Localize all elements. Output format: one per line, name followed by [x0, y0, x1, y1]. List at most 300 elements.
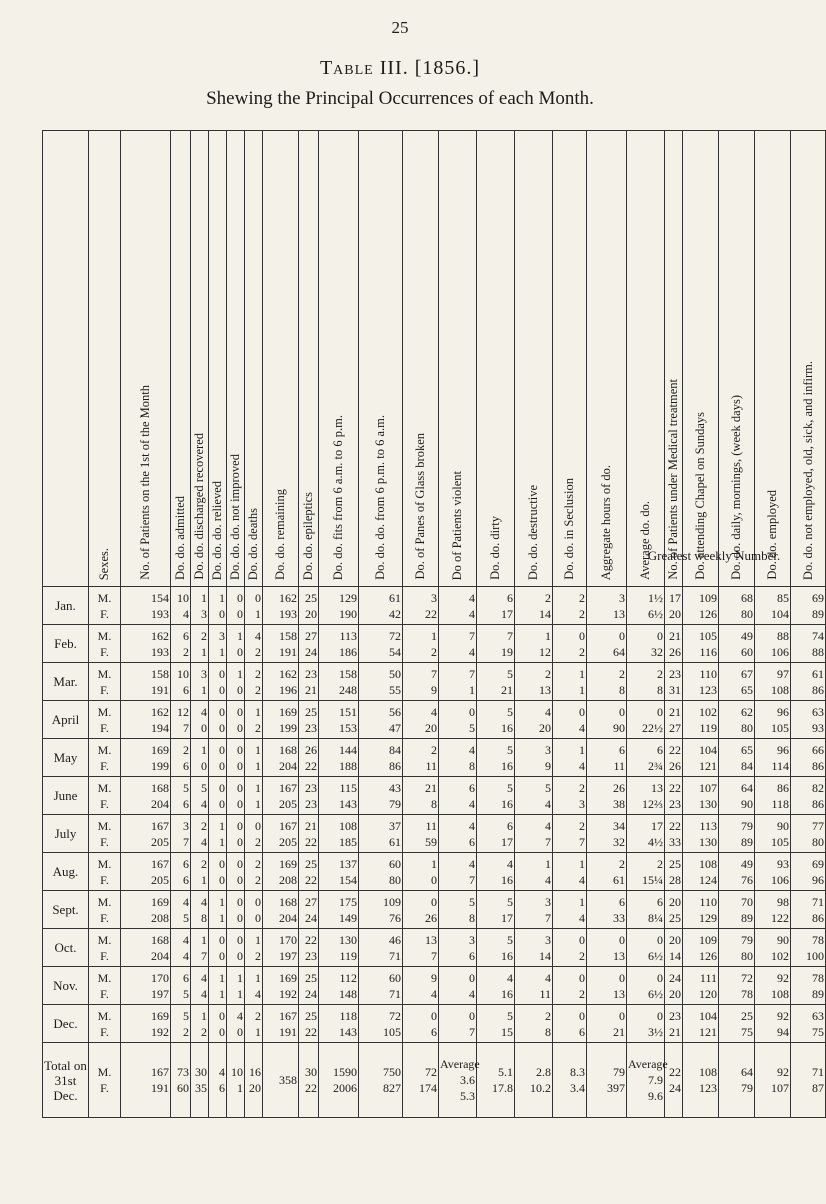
sex-label: M. F.	[89, 1005, 121, 1043]
value-cell: 0 0	[227, 587, 245, 625]
sex-label: M. F.	[89, 701, 121, 739]
value-cell: 65 84	[719, 739, 755, 777]
value-cell: 168 204	[121, 777, 171, 815]
value-cell: 71 86	[791, 891, 826, 929]
value-cell: 62 80	[719, 701, 755, 739]
value-cell: 3 14	[515, 929, 553, 967]
total-cell: 167 191	[121, 1043, 171, 1118]
value-cell: 2 2	[553, 587, 587, 625]
value-cell: 90 102	[755, 929, 791, 967]
header-chapel-daily: Do. do. daily, mornings, (week days)	[719, 131, 755, 587]
value-cell: 25 28	[665, 853, 683, 891]
value-cell: 96 114	[755, 739, 791, 777]
value-cell: 23 23	[299, 777, 319, 815]
total-cell: 73 60	[171, 1043, 191, 1118]
month-row	[43, 625, 826, 663]
value-cell: 0 64	[587, 625, 627, 663]
value-cell: 4 7	[515, 815, 553, 853]
sex-label: M. F.	[89, 853, 121, 891]
value-cell: 1 1	[227, 967, 245, 1005]
value-cell: 0 90	[587, 701, 627, 739]
value-cell: 6 33	[587, 891, 627, 929]
header-row	[43, 131, 826, 587]
value-cell: 49 76	[719, 853, 755, 891]
value-cell: 10 4	[171, 587, 191, 625]
value-cell: 4 6	[439, 815, 477, 853]
value-cell: 13 7	[403, 929, 439, 967]
value-cell: 72 105	[359, 1005, 403, 1043]
header-chapel-sundays: Do. attending Chapel on Sundays	[683, 131, 719, 587]
value-cell: 0 0	[209, 701, 227, 739]
value-cell: 0 0	[209, 663, 227, 701]
value-cell: 3 7	[515, 891, 553, 929]
value-cell: 2 1	[191, 853, 209, 891]
value-cell: 85 104	[755, 587, 791, 625]
value-cell: 2 13	[515, 663, 553, 701]
value-cell: 1 2	[403, 625, 439, 663]
value-cell: 1 4	[553, 739, 587, 777]
value-cell: 13 12⅔	[627, 777, 665, 815]
value-cell: 0 0	[227, 701, 245, 739]
value-cell: 113 130	[683, 815, 719, 853]
value-cell: 0 32	[627, 625, 665, 663]
total-cell: 358	[263, 1043, 299, 1118]
value-cell: 63 93	[791, 701, 826, 739]
total-row	[43, 1043, 826, 1118]
value-cell: 84 86	[359, 739, 403, 777]
total-cell: 8.3 3.4	[553, 1043, 587, 1118]
month-row	[43, 891, 826, 929]
total-cell: 72 174	[403, 1043, 439, 1118]
value-cell: 2 8	[515, 1005, 553, 1043]
month-label: Oct.	[43, 929, 89, 967]
value-cell: 5 6	[171, 777, 191, 815]
value-cell: 4 0	[227, 1005, 245, 1043]
value-cell: 5 16	[477, 929, 515, 967]
value-cell: 7 19	[477, 625, 515, 663]
value-cell: 0 0	[209, 777, 227, 815]
header-remaining: Do. do. remaining	[263, 131, 299, 587]
value-cell: 22 23	[665, 777, 683, 815]
value-cell: 21 22	[299, 815, 319, 853]
value-cell: 2 61	[587, 853, 627, 891]
value-cell: 79 89	[719, 815, 755, 853]
value-cell: 4 16	[477, 967, 515, 1005]
value-cell: 86 118	[755, 777, 791, 815]
value-cell: 0 6½	[627, 929, 665, 967]
value-cell: 158 248	[319, 663, 359, 701]
value-cell: 167 205	[263, 777, 299, 815]
value-cell: 4 11	[515, 967, 553, 1005]
header-glass: Do. of Panes of Glass broken	[403, 131, 439, 587]
value-cell: 113 186	[319, 625, 359, 663]
table-body	[43, 587, 826, 1118]
table-subtitle: Shewing the Principal Occurrences of each Month.	[206, 88, 594, 109]
sex-label: M. F.	[89, 587, 121, 625]
value-cell: 2 8	[627, 663, 665, 701]
value-cell: 1 1	[209, 815, 227, 853]
month-row	[43, 1005, 826, 1043]
value-cell: 5 4	[191, 777, 209, 815]
value-cell: 21 8	[403, 777, 439, 815]
header-epileptics: Do. do. epileptics	[299, 131, 319, 587]
value-cell: 4 20	[515, 701, 553, 739]
value-cell: 169 192	[263, 967, 299, 1005]
sex-label: M. F.	[89, 777, 121, 815]
month-label: Nov.	[43, 967, 89, 1005]
value-cell: 1 1	[209, 891, 227, 929]
value-cell: 1 7	[191, 929, 209, 967]
value-cell: 107 130	[683, 777, 719, 815]
value-cell: 4 8	[439, 739, 477, 777]
month-label: May	[43, 739, 89, 777]
value-cell: 22 33	[665, 815, 683, 853]
value-cell: 1 12	[515, 625, 553, 663]
value-cell: 6 2	[171, 625, 191, 663]
value-cell: 169 192	[121, 1005, 171, 1043]
greatest-weekly-label: Greatest weekly Number.	[647, 548, 781, 563]
value-cell: 169 199	[263, 701, 299, 739]
value-cell: 6 17	[477, 815, 515, 853]
value-cell: 162 193	[263, 587, 299, 625]
value-cell: 6 11	[587, 739, 627, 777]
value-cell: 0 0	[227, 777, 245, 815]
value-cell: 23 31	[665, 663, 683, 701]
value-cell: 92 108	[755, 967, 791, 1005]
value-cell: 3 13	[587, 587, 627, 625]
value-cell: 115 143	[319, 777, 359, 815]
value-cell: 2 14	[515, 587, 553, 625]
value-cell: 118 143	[319, 1005, 359, 1043]
value-cell: 12 7	[171, 701, 191, 739]
value-cell: 10 6	[171, 663, 191, 701]
value-cell: 0 26	[403, 891, 439, 929]
value-cell: 0 0	[227, 815, 245, 853]
value-cell: 43 79	[359, 777, 403, 815]
month-row	[43, 587, 826, 625]
value-cell: 25 20	[299, 587, 319, 625]
value-cell: 5 17	[477, 891, 515, 929]
value-cell: 1 2	[191, 1005, 209, 1043]
value-cell: 6 5	[171, 967, 191, 1005]
value-cell: 170 197	[263, 929, 299, 967]
value-cell: 144 188	[319, 739, 359, 777]
value-cell: 17 4½	[627, 815, 665, 853]
value-cell: 56 47	[359, 701, 403, 739]
value-cell: 1 4	[553, 891, 587, 929]
total-cell: 64 79	[719, 1043, 755, 1118]
value-cell: 0 0	[227, 853, 245, 891]
value-cell: 151 153	[319, 701, 359, 739]
header-violent: Do of Patients violent	[439, 131, 477, 587]
value-cell: 108 185	[319, 815, 359, 853]
sex-label: M. F.	[89, 739, 121, 777]
total-cell: 5.1 17.8	[477, 1043, 515, 1118]
month-label: Jan.	[43, 587, 89, 625]
value-cell: 5 16	[477, 701, 515, 739]
value-cell: 167 205	[121, 815, 171, 853]
value-cell: 4 5	[171, 891, 191, 929]
value-cell: 3 9	[515, 739, 553, 777]
average-label: Average	[628, 1057, 668, 1071]
value-cell: 170 197	[121, 967, 171, 1005]
value-cell: 112 148	[319, 967, 359, 1005]
month-label: Mar.	[43, 663, 89, 701]
value-cell: 98 122	[755, 891, 791, 929]
sex-label: M. F.	[89, 625, 121, 663]
month-label: April	[43, 701, 89, 739]
header-not-improved: Do. do. do. not improved	[227, 131, 245, 587]
value-cell: 66 86	[791, 739, 826, 777]
total-cell: 30 22	[299, 1043, 319, 1118]
value-cell: 1 3	[191, 587, 209, 625]
total-sexes: M. F.	[89, 1043, 121, 1118]
value-cell: 2 3	[553, 777, 587, 815]
header-seclusion: Do. do. in Seclusion	[553, 131, 587, 587]
value-cell: 158 191	[263, 625, 299, 663]
value-cell: 1 0	[227, 625, 245, 663]
month-label: June	[43, 777, 89, 815]
total-cell: 71 87	[791, 1043, 826, 1118]
value-cell: 93 106	[755, 853, 791, 891]
value-cell: 49 60	[719, 625, 755, 663]
header-average-hours: Average do. do.	[627, 131, 665, 587]
value-cell: 0 13	[587, 929, 627, 967]
value-cell: 2 6	[171, 739, 191, 777]
value-cell: 0 3½	[627, 1005, 665, 1043]
value-cell: 11 59	[403, 815, 439, 853]
value-cell: 64 90	[719, 777, 755, 815]
value-cell: 21 27	[665, 701, 683, 739]
value-cell: 69 89	[791, 587, 826, 625]
total-cell: 750 827	[359, 1043, 403, 1118]
value-cell: 9 4	[403, 967, 439, 1005]
value-cell: 90 105	[755, 815, 791, 853]
value-cell: 0 0	[227, 891, 245, 929]
header-fits-day: Do. do. fits from 6 a.m. to 6 p.m.	[319, 131, 359, 587]
header-aggregate-hours: Aggregate hours of do.	[587, 131, 627, 587]
value-cell: 102 119	[683, 701, 719, 739]
total-cell: 1590 2006	[319, 1043, 359, 1118]
month-label: Dec.	[43, 1005, 89, 1043]
value-cell: 72 78	[719, 967, 755, 1005]
value-cell: 2 4	[191, 815, 209, 853]
value-cell: 0 1	[245, 587, 263, 625]
value-cell: 2 11	[403, 739, 439, 777]
value-cell: 167 205	[121, 853, 171, 891]
value-cell: 4 4	[191, 967, 209, 1005]
month-row	[43, 967, 826, 1005]
value-cell: 17 20	[665, 587, 683, 625]
header-medical: No. of Patients under Medical treatment	[665, 131, 683, 587]
value-cell: 74 88	[791, 625, 826, 663]
sex-label: M. F.	[89, 967, 121, 1005]
value-cell: 0 4	[439, 967, 477, 1005]
value-cell: 4 2	[245, 625, 263, 663]
value-cell: 22 26	[665, 739, 683, 777]
value-cell: 1 1	[209, 967, 227, 1005]
sex-label: M. F.	[89, 929, 121, 967]
value-cell: 68 80	[719, 587, 755, 625]
value-cell: 4 20	[403, 701, 439, 739]
total-cell: 4 6	[209, 1043, 227, 1118]
month-label: Sept.	[43, 891, 89, 929]
value-cell: 1½ 6½	[627, 587, 665, 625]
value-cell: 0 0	[209, 929, 227, 967]
value-cell: 1 1	[245, 739, 263, 777]
total-cell: 2.8 10.2	[515, 1043, 553, 1118]
value-cell: 2 8	[587, 663, 627, 701]
value-cell: 0 0	[227, 929, 245, 967]
header-deaths: Do. do. deaths	[245, 131, 263, 587]
header-employed: Do. do. employed	[755, 131, 791, 587]
value-cell: 27 24	[299, 891, 319, 929]
value-cell: 88 106	[755, 625, 791, 663]
value-cell: 0 2	[245, 815, 263, 853]
value-cell: 23 21	[299, 663, 319, 701]
total-label: Total on 31st Dec.	[43, 1043, 89, 1118]
value-cell: 5 21	[477, 663, 515, 701]
value-cell: 4 8	[191, 891, 209, 929]
value-cell: 3 22	[403, 587, 439, 625]
value-cell: 21 26	[665, 625, 683, 663]
value-cell: 104 121	[683, 1005, 719, 1043]
value-cell: 97 108	[755, 663, 791, 701]
value-cell: 0 4	[553, 701, 587, 739]
total-cell: 16 20	[245, 1043, 263, 1118]
month-row	[43, 815, 826, 853]
sex-label: M. F.	[89, 663, 121, 701]
value-cell: 96 105	[755, 701, 791, 739]
value-cell: 168 204	[263, 891, 299, 929]
value-cell: 25 23	[299, 701, 319, 739]
value-cell: 2 2	[245, 853, 263, 891]
value-cell: 168 204	[121, 929, 171, 967]
value-cell: 4 0	[191, 701, 209, 739]
value-cell: 104 121	[683, 739, 719, 777]
value-cell: 4 4	[171, 929, 191, 967]
value-cell: 110 123	[683, 663, 719, 701]
value-cell: 5 2	[171, 1005, 191, 1043]
value-cell: 60 80	[359, 853, 403, 891]
month-row	[43, 739, 826, 777]
value-cell: 67 65	[719, 663, 755, 701]
value-cell: 0 2	[553, 967, 587, 1005]
value-cell: 69 96	[791, 853, 826, 891]
value-cell: 0 2	[553, 625, 587, 663]
value-cell: 1 0	[227, 663, 245, 701]
value-cell: 1 1	[553, 663, 587, 701]
value-cell: 3 1	[191, 663, 209, 701]
value-cell: 0 22½	[627, 701, 665, 739]
value-cell: 1 2	[245, 929, 263, 967]
value-cell: 6 2¾	[627, 739, 665, 777]
header-not-employed: Do. do. not employed, old, sick, and infirm.	[791, 131, 826, 587]
value-cell: 7 4	[439, 625, 477, 663]
month-row	[43, 663, 826, 701]
value-cell: 78 89	[791, 967, 826, 1005]
value-cell: 0 0	[209, 1005, 227, 1043]
value-cell: 0 0	[245, 891, 263, 929]
value-cell: 60 71	[359, 967, 403, 1005]
sex-label: M. F.	[89, 815, 121, 853]
value-cell: 0 7	[439, 1005, 477, 1043]
value-cell: 167 191	[263, 1005, 299, 1043]
value-cell: 92 94	[755, 1005, 791, 1043]
value-cell: 70 89	[719, 891, 755, 929]
value-cell: 1 4	[553, 853, 587, 891]
total-cell: 22 24	[665, 1043, 683, 1118]
value-cell: 46 71	[359, 929, 403, 967]
value-cell: 82 86	[791, 777, 826, 815]
value-cell: 24 20	[665, 967, 683, 1005]
month-row	[43, 853, 826, 891]
value-cell: 5 15	[477, 1005, 515, 1043]
month-header	[43, 131, 89, 587]
value-cell: 2 15¼	[627, 853, 665, 891]
value-cell: 27 24	[299, 625, 319, 663]
header-dirty: Do. do. dirty	[477, 131, 515, 587]
value-cell: 7 9	[403, 663, 439, 701]
value-cell: 154 193	[121, 587, 171, 625]
month-row	[43, 777, 826, 815]
value-cell: 175 149	[319, 891, 359, 929]
average-label: Average	[440, 1057, 480, 1071]
value-cell: 7 1	[439, 663, 477, 701]
value-cell: 0 21	[587, 1005, 627, 1043]
header-destructive: Do. do. destructive	[515, 131, 553, 587]
value-cell: 109 76	[359, 891, 403, 929]
value-cell: 77 80	[791, 815, 826, 853]
month-label: July	[43, 815, 89, 853]
value-cell: 5 16	[477, 739, 515, 777]
value-cell: 25 75	[719, 1005, 755, 1043]
value-cell: 169 208	[121, 891, 171, 929]
value-cell: 109 126	[683, 929, 719, 967]
value-cell: 0 5	[439, 701, 477, 739]
value-cell: 137 154	[319, 853, 359, 891]
header-sexes: Sexes.	[89, 131, 121, 587]
value-cell: 3 7	[171, 815, 191, 853]
value-cell: 0 13	[587, 967, 627, 1005]
page-number: 25	[391, 18, 409, 37]
value-cell: 25 24	[299, 967, 319, 1005]
header-fits-night: Do. do. do. from 6 p.m. to 6 a.m.	[359, 131, 403, 587]
value-cell: 0 6	[403, 1005, 439, 1043]
sex-label: M. F.	[89, 891, 121, 929]
month-label: Feb.	[43, 625, 89, 663]
total-cell: Average 7.9 9.6	[627, 1043, 665, 1118]
value-cell: 25 22	[299, 853, 319, 891]
value-cell: 5 4	[515, 777, 553, 815]
month-row	[43, 701, 826, 739]
value-cell: 110 129	[683, 891, 719, 929]
value-cell: 4 7	[439, 853, 477, 891]
value-cell: 63 75	[791, 1005, 826, 1043]
value-cell: 20 14	[665, 929, 683, 967]
total-cell: 79 397	[587, 1043, 627, 1118]
header-recovered: Do. do. discharged recovered	[191, 131, 209, 587]
value-cell: 130 119	[319, 929, 359, 967]
month-label: Aug.	[43, 853, 89, 891]
value-cell: 1 0	[403, 853, 439, 891]
value-cell: 158 191	[121, 663, 171, 701]
value-cell: 6 8¼	[627, 891, 665, 929]
month-row	[43, 929, 826, 967]
value-cell: 1 0	[191, 739, 209, 777]
value-cell: 1 4	[245, 967, 263, 1005]
value-cell: 5 16	[477, 777, 515, 815]
